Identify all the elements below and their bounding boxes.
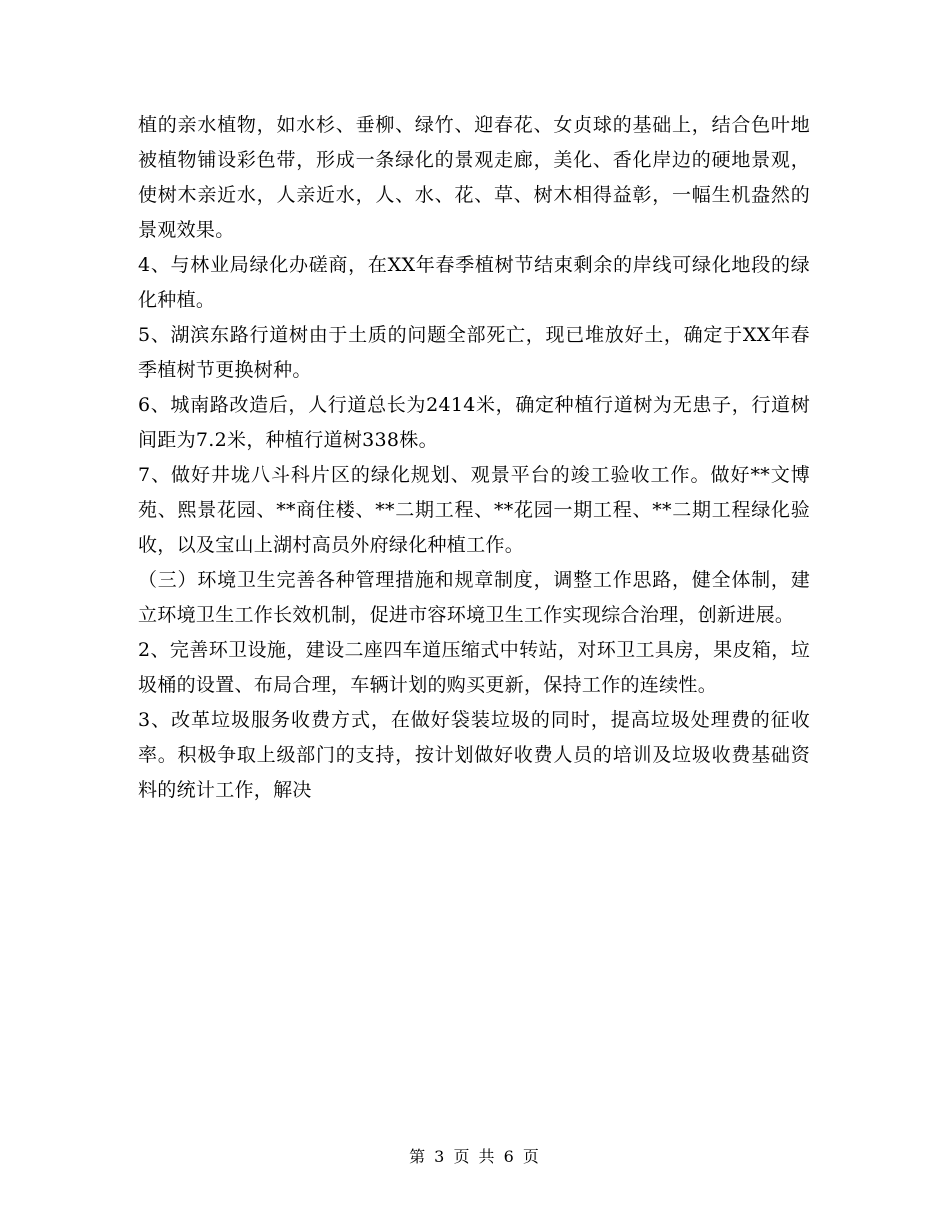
paragraph-item-4: 4、与林业局绿化办磋商，在XX年春季植树节结束剩余的岸线可绿化地段的绿化种植。 [138, 254, 810, 311]
paragraph-item-6: 6、城南路改造后，人行道总长为2414米，确定种植行道树为无患子，行道树间距为7.2米，种植行道树338株。 [138, 394, 810, 451]
document-body [138, 108, 810, 808]
paragraph-continuation: 植的亲水植物，如水杉、垂柳、绿竹、迎春花、女贞球的基础上，结合色叶地被植物铺设彩色带，形成一条绿化的景观走廊，美化、香化岸边的硬地景观，使树木亲近水，人亲近水，人、水、花、草、树木相得益彰，一幅生机盎然的景观效果。 [138, 114, 810, 241]
paragraph-item-7: 7、做好井垅八斗科片区的绿化规划、观景平台的竣工验收工作。做好**文博苑、熙景花园、**商住楼、**二期工程、**花园一期工程、**二期工程绿化验收，以及宝山上湖村高员外府绿化种植工作。 [138, 464, 810, 556]
paragraph-item-5: 5、湖滨东路行道树由于土质的问题全部死亡，现已堆放好土，确定于XX年春季植树节更换树种。 [138, 324, 810, 381]
page-number-footer: 第 3 页 共 6 页 [409, 1147, 541, 1166]
paragraph-item-3: 3、改革垃圾服务收费方式，在做好袋装垃圾的同时，提高垃圾处理费的征收率。积极争取上级部门的支持，按计划做好收费人员的培训及垃圾收费基础资料的统计工作，解决 [138, 709, 810, 801]
paragraph-section-3: （三）环境卫生完善各种管理措施和规章制度，调整工作思路，健全体制，建立环境卫生工作长效机制，促进市容环境卫生工作实现综合治理，创新进展。 [138, 569, 810, 626]
paragraph-item-2: 2、完善环卫设施，建设二座四车道压缩式中转站，对环卫工具房，果皮箱，垃圾桶的设置、布局合理，车辆计划的购买更新，保持工作的连续性。 [138, 639, 810, 696]
